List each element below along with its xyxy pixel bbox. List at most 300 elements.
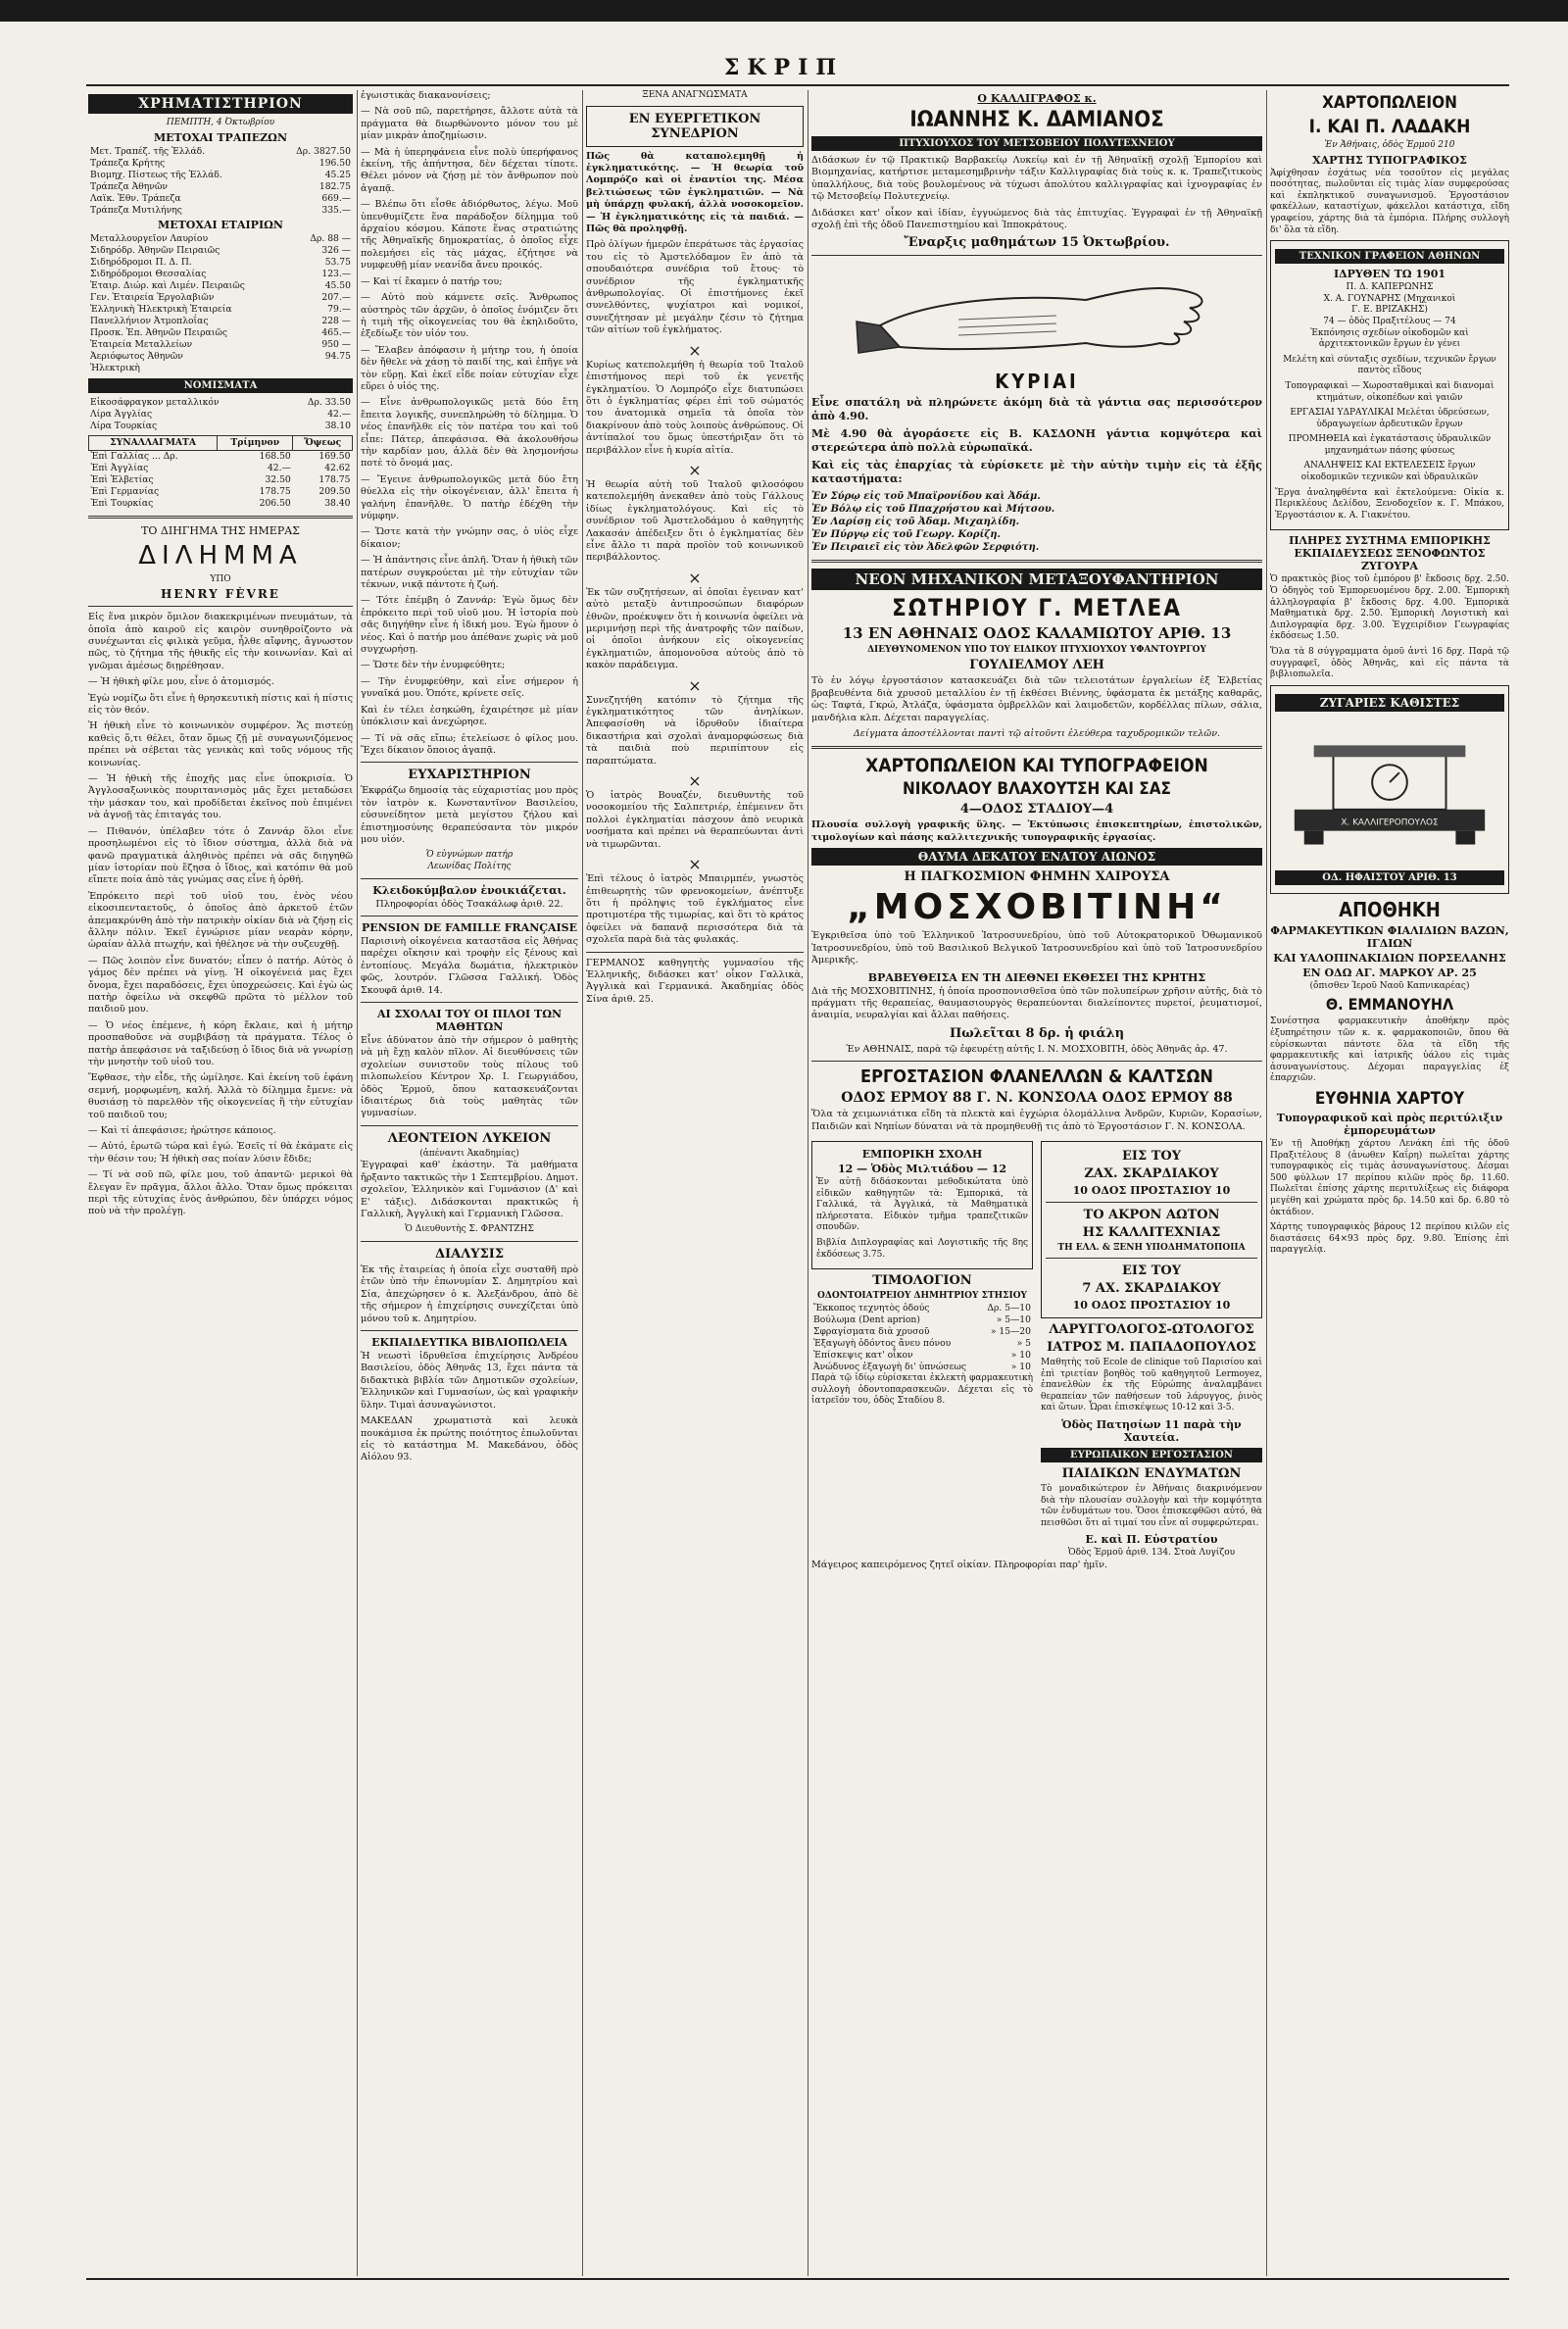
gloves-ad-body: Μὲ 4.90 θὰ ἀγοράσετε εἰς Β. ΚΑΣΔΟΝΗ γάντια κομψότερα καὶ στερεώτερα ἀπὸ πολλὰ εὐρωπαϊκά.	[811, 427, 1262, 455]
feature-paragraph: Κυρίως κατεπολεμήθη ἡ θεωρία τοῦ Ἰταλοῦ ἐπιστήμονος περὶ τοῦ ἐκ γενετῆς ἐγκληματίου. Ὁ Λομπρόζο εἶχε διατυπώσει ὅτι ὁ ἐγκληματίας φέρει ἐπὶ τοῦ σώματός του ἀνατομικὰ σημεῖα τὰ ὁποῖα τὸν διακρίνουν ἀπὸ τοὺς λοιποὺς ἀνθρώπους. Οἱ ἀντίπαλοί του ὅμως ὑπεστήριξαν ὅτι τὸ περιβάλλον εἶνε ἡ κυρία αἰτία.	[586, 359, 804, 456]
kids-factory-address: Ὁδὸς Ἑρμοῦ ἀριθ. 134. Στοὰ Λυγίζου	[1067, 1548, 1236, 1559]
tech-office-service: Τοπογραφικαὶ — Χωροσταθμικαὶ καὶ διανομαὶ κτημάτων, οἰκοπέδων καὶ γαιῶν	[1285, 380, 1494, 403]
table-row	[811, 1314, 1033, 1326]
lada-stationery-address: Ἐν Ἀθήναις, ὁδὸς Ἑρμοῦ 210	[1324, 140, 1455, 150]
gloves-ad-body: Εἶνε σπατάλη νὰ πληρώνετε ἀκόμη διὰ τὰ γάντια σας περισσότερον ἀπὸ 4.90.	[811, 396, 1262, 423]
story-paragraph: — Ἡ ἠθικὴ τῆς ἐποχῆς μας εἶνε ὑποκρισία. Ὁ Ἀγγλοσαξωνικὸς πουριτανισμὸς μᾶς ἔχει μεταδώσει τὴν μάσκαν του, καὶ προδίδεται ἐκεῖνος ποὺ ἐπιμένει νὰ ἀγνοῇ τὰς ἐπιταγάς του.	[88, 773, 353, 821]
table-row	[88, 339, 353, 351]
story-paragraph: — Καὶ τί ἔκαμεν ὁ πατήρ του;	[361, 275, 503, 287]
divider	[361, 1241, 578, 1242]
row-name: Ἐπὶ Γερμανίας	[90, 485, 160, 497]
table-row	[88, 181, 353, 193]
story-paragraph: Ἡ ἠθικὴ εἶνε τὸ κοινωνικὸν συμφέρον. Ἄς πιστεύῃ καθεὶς ὅ,τι θέλει, ὅταν ὅμως ζῇ μὲ συναγωνιζόμενος πρέπει νὰ σέβεται τὰς γενικὰς καὶ τοῦς νόμους τῆς κοινωνίας.	[88, 720, 353, 768]
section-mark: ×	[688, 771, 702, 791]
bookshop-title: ΕΚΠΑΙΔΕΥΤΙΚΑ ΒΙΒΛΙΟΠΩΛΕΙΑ	[371, 1336, 567, 1350]
divider	[361, 1002, 578, 1003]
row-value: 335.—	[321, 204, 351, 216]
row-name: Εἰκοσάφραγκον μεταλλικόν	[90, 396, 220, 408]
thanks-body: Ἐκφράζω δημοσίᾳ τὰς εὐχαριστίας μου πρὸς τὸν ἰατρὸν κ. Κωνσταντῖνον Βασιλείου, εὐσυνείδητον μετὰ μεγίστου ζήλου καὶ ἐπιστημοσύνης θεραπεύσαντα τὸν μικρόν μου υἱόν.	[361, 785, 578, 845]
lada-stationery-name: Ι. ΚΑΙ Π. ΛΑΔΑΚΗ	[1308, 116, 1471, 137]
moschovitini-price: Πωλεῖται 8 δρ. ἡ φιάλη	[949, 1025, 1125, 1041]
story-paragraph: Ἐπρόκειτο περὶ τοῦ υἱοῦ του, ἑνὸς νέου εἰκοσιπενταετοῦς, ὁ ὁποῖος ἀπὸ ἀρκετοῦ ἐτῶν ἀπεμακρύνθη ἀπὸ τὴν πατρικὴν οἰκίαν διὰ νὰ ζήσῃ εἰς ἄλλην πόλιν. Ἐκεῖ ἐγνώρισε μίαν νεαρὰν κόρην, ὡραίαν ἀλλὰ πτωχήν, καὶ ἠθέλησε νὰ τὴν συζευχθῇ.	[88, 890, 353, 951]
piano-ad-body: Πληροφορίαι ὁδὸς Τσακάλωφ ἀριθ. 22.	[375, 898, 564, 910]
ent-doctor-address: Ὁδὸς Πατησίων 11 παρὰ τὴν Χαυτεία.	[1061, 1417, 1242, 1444]
commerce-school-books: Βιβλία Διπλογραφίας καὶ Λογιστικῆς τῆς 8ης ἐκδόσεως 3.75.	[816, 1237, 1028, 1260]
commerce-school-address: 12 — Ὁδὸς Μιλτιάδου — 12	[837, 1162, 1007, 1175]
story-paragraph: Καὶ ἐν τέλει ἐσηκώθη, ἐχαιρέτησε μὲ μίαν ὑπόκλισιν καὶ ἀνεχώρησε.	[361, 704, 578, 728]
banks-table	[88, 146, 353, 217]
table-row	[88, 363, 353, 374]
table-row	[88, 233, 353, 245]
story-paragraph: Ἔφθασε, τὴν εἶδε, τῆς ὡμίλησε. Καὶ ἐκείνη τοῦ ἐφάνη σεμνή, μορφωμένη, καλή. Ἀλλὰ τὸ δίλημμα ἔμενε: νὰ θυσιάσῃ τὸ παρελθὸν τῆς οἰκογενείας ἢ τὴν εὐτυχίαν τοῦ παιδιοῦ του;	[88, 1072, 353, 1120]
hotel-ad-line: ΤΟ ΑΚΡΟΝ ΑΩΤΟΝ	[1083, 1207, 1220, 1222]
calligrapher-start: Ἔναρξις μαθημάτων 15 Ὀκτωβρίου.	[904, 235, 1170, 251]
pharmacy-store-subtitle-2: ΚΑΙ ΥΑΛΟΠΙΝΑΚΙΔΙΩΝ ΠΟΡΣΕΛΑΝΗΣ	[1273, 951, 1506, 965]
tutor-ad: ΓΕΡΜΑΝΟΣ καθηγητὴς γυμνασίου τῆς Ἑλληνικῆς, διδάσκει κατ' οἶκον Γαλλικὰ, Ἀγγλικὰ καὶ Γερμανικά. Ἀκαδημίας ὁδὸς Σίνα ἀριθ. 25.	[586, 957, 804, 1005]
column-5	[1270, 90, 1509, 2276]
row-value: 228 —	[321, 315, 351, 326]
ent-doctor-name: ΙΑΤΡΟΣ Μ. ΠΑΠΑΔΟΠΟΥΛΟΣ	[1047, 1339, 1256, 1355]
row-name: Τράπεζα Ἀθηνῶν	[90, 180, 168, 192]
row-name: Τράπεζα Κρήτης	[90, 157, 166, 169]
tech-office-service: Μελέτη καὶ σύνταξις σχεδίων, τεχνικῶν ἔργων παντὸς εἴδους	[1283, 354, 1496, 376]
table-row	[811, 1362, 1033, 1373]
commerce-school-body: Ἐν αὐτῇ διδάσκονται μεθοδικώτατα ὑπὸ εἰδικῶν καθηγητῶν τὰ: Ἐμπορικά, τὰ Γαλλικά, τὰ Ἀγγλικά, τὰ Μαθηματικὰ πλήρεστατα. Εἰδικὸν τμῆμα τραπεζιτικῶν σπουδῶν.	[816, 1176, 1028, 1233]
row-value: 465.—	[321, 326, 351, 338]
column-divider	[357, 90, 358, 2276]
table-row	[88, 257, 353, 269]
story-author: HENRY FÈVRE	[161, 587, 280, 602]
ent-doctor-body: Μαθητὴς τοῦ Ecole de clinique τοῦ Παρισίου καὶ ἐπὶ τριετίαν βοηθὸς τοῦ καθηγητοῦ Lermoyez, ἐπανελθὼν ἐκ τῆς Εὐρώπης ἀναλαμβάνει θεραπείαν τῶν παθήσεων τοῦ λάρυγγος, ῥινὸς καὶ ὤτων. Ὧραι ἐπισκέψεως 10-12 καὶ 3-5.	[1041, 1357, 1262, 1413]
divider	[811, 255, 1262, 256]
thanks-sign-label: Ὁ εὐγνώμων πατήρ	[425, 850, 514, 861]
coins-heading: ΝΟΜΙΣΜΑΤΑ	[88, 378, 353, 393]
story-paragraph: — Ἡ ἠθικὴ φίλε μου, εἶνε ὁ ἀτομισμός.	[88, 676, 274, 688]
lower-ads-row	[811, 1137, 1262, 1560]
row-name: Προσκ. Ἐπ. Ἀθηνῶν Πειραιῶς	[90, 326, 227, 338]
feature-paragraph: Ἐκ τῶν συζητήσεων, αἱ ὁποῖαι ἐγειναν κατ' αὐτὸ μεταξὺ ἀντιπροσώπων διαφόρων ἐθνῶν, προέκυψεν ὅτι ἡ κοινωνία ὀφείλει νὰ μεριμνήσῃ περὶ τῆς ἀνατροφῆς τῶν παίδων, οἱ ὁποῖοι ἀνήκουν εἰς οἰκογενείας ἐγκληματιῶν, ἀπομονοῦσα αὐτοὺς ἀπὸ τὸ κακὸν παράδειγμα.	[586, 586, 804, 671]
divider	[1046, 1258, 1257, 1259]
story-paragraph: — Καὶ τί ἀπεφάσισε; ἠρώτησε κάποιος.	[88, 1125, 276, 1137]
pension-title: PENSION DE FAMILLE FRANÇAISE	[361, 920, 578, 934]
schools-title: ΑΙ ΣΧΟΛΑΙ ΤΟΥ ΟΙ ΠΙΛΟΙ ΤΩΝ ΜΑΘΗΤΩΝ	[376, 1007, 563, 1033]
hotel-ad-line: 7 ΑΧ. ΣΚΑΡΔΙΑΚΟΥ	[1082, 1280, 1221, 1296]
row-value: 178.75	[318, 473, 351, 485]
lyceum-title: ΛΕΟΝΤΕΙΟΝ ΛΥΚΕΙΟΝ	[387, 1130, 552, 1146]
table-row	[89, 450, 353, 463]
lada-stationery-body: Ἀφίχθησαν ἐσχάτως νέα τοσοῦτον εἰς μεγάλας ποσότητας, πωλοῦνται εἰς τιμὰς λίαν συμφερούσας καὶ ἐκπληκτικοῦ συναγωνισμοῦ. Ἐργοστάσιον φακέλλων, καταστίχων, φάκελλοι κατάστιχα, εἴδη γραφείου, χάρτης διὰ τὰ ἐμπόρια. Πλήρης συλλογὴ δι' ὅλα τὰ εἴδη.	[1270, 168, 1509, 235]
table-row	[88, 158, 353, 170]
table-row	[89, 474, 353, 486]
row-name: Ἐπίσκεψις κατ' οἶκον	[813, 1350, 913, 1362]
row-value: 326 —	[321, 244, 351, 256]
row-value: 45.25	[324, 169, 351, 180]
table-row	[89, 498, 353, 510]
ent-doctor-title: ΛΑΡΥΓΓΟΛΟΓΟΣ-ΩΤΟΛΟΓΟΣ	[1049, 1321, 1254, 1337]
row-value: 45.50	[324, 279, 351, 291]
stationery-owner: ΝΙΚΟΛΑΟΥ ΒΛΑΧΟΥΤΣΗ ΚΑΙ ΣΑΣ	[902, 779, 1172, 800]
list-item: Ἐν Πύργῳ εἰς τοῦ Γεωργ. Κορίζη.	[811, 529, 1001, 541]
row-name: Σφραγίσματα διὰ χρυσοῦ	[813, 1326, 930, 1338]
row-value: Δρ. 33.50	[307, 396, 351, 408]
table-row	[88, 351, 353, 363]
table-row	[89, 486, 353, 498]
silk-factory-address: 13 ΕΝ ΑΘΗΝΑΙΣ ΟΔΟΣ ΚΑΛΑΜΙΩΤΟΥ ΑΡΙΘ. 13	[842, 624, 1232, 643]
table-row	[88, 205, 353, 217]
flannel-title: ΕΡΓΟΣΤΑΣΙΟΝ ΦΛΑΝΕΛΛΩΝ & ΚΑΛΤΣΩΝ	[860, 1066, 1213, 1088]
row-value: 94.75	[324, 350, 351, 362]
row-value: 32.50	[265, 473, 291, 485]
row-name: Ἐπὶ Ἀγγλίας	[90, 462, 149, 473]
story-paragraph: — Ἡ ἀπάντησις εἶνε ἁπλῆ. Ὅταν ἡ ἠθικὴ τῶν πατέρων συγκρούεται μὲ τὴν εὐτυχίαν τῶν τέκνων, νικᾷ πάντοτε ἡ ζωή.	[361, 555, 578, 591]
tariff-note: Παρὰ τῷ ἰδίῳ εὑρίσκεται ἐκλεκτὴ φαρμακευτικὴ συλλογὴ ὀδοντοπαρασκευῶν. Δέχεται εἰς τὸ ἰατρεῖόν του, ὁδὸς Σταδίου 8.	[811, 1373, 1033, 1407]
row-value: » 10	[1010, 1350, 1031, 1362]
flannel-owner: ΟΔΟΣ ΕΡΜΟΥ 88 Γ. Ν. ΚΟΝΣΟΛΑ ΟΔΟΣ ΕΡΜΟΥ 88	[841, 1090, 1233, 1107]
tech-office-service: Ἐκπόνησις σχεδίων οἰκοδομῶν καὶ ἀρχιτεκτονικῶν ἔργων ἐν γένει	[1310, 327, 1469, 350]
stock-exchange-date: ΠΕΜΠΤΗ, 4 Όκτωβρίου	[166, 118, 275, 127]
story-paragraph: — Ὁ νέος ἐπέμενε, ἡ κόρη ἔκλαιε, καὶ ἡ μήτηρ προσπαθοῦσε νὰ συμβιβάσῃ τὰ πράγματα. Τέλος ὁ πατὴρ ἀπεφάσισε νὰ ταξιδεύσῃ ὁ ἴδιος διὰ νὰ γνωρίσῃ τὴν μνηστὴν τοῦ υἱοῦ του.	[88, 1019, 353, 1067]
feature-summary: Πῶς θὰ καταπολεμηθῇ ἡ ἐγκληματικότης. — Ἡ θεωρία τοῦ Λομπρόζο καὶ οἱ ἐναντίοι της. Μέσα βελτιώσεως τῶν ἐγκληματιῶν. — Νὰ μὴ ὑπάρχῃ φυλακή, ἀλλὰ νοσοκομεῖον. — Ἡ ἐγκληματικότης εἰς τὰ παιδιά. — Πῶς θὰ προληφθῇ.	[586, 150, 804, 235]
silk-factory-title: ΝΕΟΝ ΜΗΧΑΝΙΚΟΝ ΜΕΤΑΞΟΥΦΑΝΤΗΡΙΟΝ	[811, 569, 1262, 590]
scales-ad	[1270, 685, 1509, 894]
row-name: Ἠλεκτρικὴ	[90, 362, 140, 373]
pharmacy-store-body: Συνέστησα φαρμακευτικὴν ἀποθήκην πρὸς ἐξυπηρέτησιν τῶν κ. κ. φαρμακοποιῶν, ὅπου θὰ εὑρίσκωνται πάντοτε ὅλα τὰ εἴδη τῆς φαρμακευτικῆς καὶ ἰατρικῆς ὑάλου εἰς τιμὰς ἀσυναγωνίστους. Δέχομαι παραγγελίας ἐξ ἐπαρχιῶν.	[1270, 1016, 1509, 1084]
divider	[811, 1061, 1262, 1062]
row-name: Βούλωμα (Dent aprion)	[813, 1314, 920, 1326]
column-4	[811, 90, 1262, 2276]
pharmacy-store-address-note: (ὄπισθεν Ἱεροῦ Ναοῦ Καπνικαρέας)	[1309, 980, 1470, 991]
table-row	[88, 170, 353, 181]
moschovitini-address: Ἐν ΑΘΗΝΑΙΣ, παρὰ τῷ ἐφευρέτῃ αὐτῆς Ι. Ν. ΜΟΣΧΟΒΙΤΗ, ὁδὸς Ἀθηνᾶς ἀρ. 47.	[846, 1043, 1228, 1055]
row-value: » 15—20	[990, 1326, 1031, 1338]
gloves-stockists	[811, 490, 1262, 554]
commerce-books-note: Ὅλα τὰ 8 σύγγραμματα ὁμοῦ ἀντὶ 16 δρχ. Παρὰ τῷ συγγραφεῖ, ὁδὸς Ἀθηνᾶς, καὶ εἰς πάντα τὰ βιβλιοπωλεῖα.	[1270, 647, 1509, 680]
calligrapher-body: Διδάσκων ἐν τῷ Πρακτικῷ Βαρβακείῳ Λυκείῳ καὶ ἐν τῇ Ἀθηναϊκῇ σχολῇ Ἐμπορίου καὶ Βιομηχανίας, κατήρτισε μεταμεσημβρινὴν τάξιν Καλλιγραφίας διὰ τοὺς κ. κ. Τραπεζιτικοὺς ὑπαλλήλους, διὰ τοὺς βουλομένους νὰ τύχωσι ἀπολύτου καλλιγραφίας καὶ ἰχνογραφίας ἐν τῷ Μετσοβείῳ Πολυτεχνείῳ.	[811, 155, 1262, 203]
tech-office-service: ΠΡΟΜΗΘΕΙΑ καὶ ἐγκατάστασις ὑδραυλικῶν μηχανημάτων πάσης φύσεως	[1288, 434, 1492, 456]
row-value: 168.50	[259, 450, 291, 462]
table-row	[88, 280, 353, 292]
pharmacy-store-owner: Θ. ΕΜΜΑΝΟΥΗΛ	[1325, 995, 1454, 1015]
story-paragraph: — Τί νὰ σοῦ πῶ, φίλε μου, τοῦ ἀπαντῶ· μερικοὶ θὰ ἔλεγαν ἓν πρᾶγμα, ἄλλοι ἄλλο. Ὅταν ὅμως πρόκειται περὶ τῆς εὐτυχίας ἑνὸς ἀνθρώπου, δὲν ὑπάρχει νόμος ποὺ νὰ τὴν προλέγῃ.	[88, 1169, 353, 1217]
section-mark: ×	[688, 855, 702, 874]
pharmacy-store-subtitle: ΦΑΡΜΑΚΕΥΤΙΚΩΝ ΦΙΑΛΙΔΙΩΝ ΒΑΖΩΝ, ΙΓΔΙΩΝ	[1270, 923, 1509, 950]
moschovitini-award: ΒΡΑΒΕΥΘΕΙΣΑ ΕΝ ΤΗ ΔΙΕΘΝΕΙ ΕΚΘΕΣΕΙ ΤΗΣ ΚΡΗΤΗΣ	[867, 970, 1206, 984]
list-item: Ἐν Βόλῳ εἰς τοῦ Ππαχρήστου καὶ Μήτσου.	[811, 504, 1055, 516]
tech-office-name: Χ. Α. ΓΟΥΝΑΡΗΣ (Μηχανικοὶ	[1323, 293, 1456, 304]
masthead-rule	[86, 84, 1509, 86]
row-value: 42.—	[267, 462, 291, 473]
calligrapher-subtitle: ΠΤΥΧΙΟΥΧΟΣ ΤΟΥ ΜΕΤΣΟΒΕΙΟΥ ΠΟΛΥΤΕΧΝΕΙΟΥ	[811, 136, 1262, 151]
table-row	[88, 269, 353, 280]
hotel-ad-line: 10 ΟΔΟΣ ΠΡΟΣΤΑΣΙΟΥ 10	[1072, 1183, 1231, 1197]
divider	[1046, 1202, 1257, 1203]
divider	[361, 1125, 578, 1126]
row-value: Δρ. 5—10	[987, 1303, 1031, 1314]
bookshop-body: Ἡ νεωστὶ ἱδρυθεῖσα ἐπιχείρησις Ἀνδρέου Βασιλείου, ὁδὸς Ἀθηνᾶς 13, ἔχει πάντα τὰ διδακτικὰ βιβλία τῶν Δημοτικῶν σχολείων, Ἑλληνικῶν καὶ Γυμνασίων, ὡς καὶ γραφικὴν ὕλην. Τιμαὶ ἀσυναγώνιστοι.	[361, 1351, 578, 1411]
divider	[88, 606, 353, 607]
section-mark: ×	[688, 675, 702, 695]
story-kicker: ΤΟ ΔΙΗΓΗΜΑ ΤΗΣ ΗΜΕΡΑΣ	[141, 523, 300, 537]
story-byline-label: ΥΠΟ	[210, 573, 231, 584]
story-paragraph: — Νὰ σοῦ πῶ, παρετήρησε, ἄλλοτε αὐτὰ τὰ πράγματα θὰ διωρθώνοντο μόνον του μὲ μίαν μικρὰν ἀποζημίωσιν.	[361, 106, 578, 142]
tech-office-ad	[1270, 240, 1509, 530]
moschovitini-body-2: Διὰ τῆς ΜΟΣΧΟΒΙΤΙΝΗΣ, ἡ ὁποία προσπονισθεῖσα ὑπὸ τῶν πολυπείρων χρῆσιν αὐτῆς, διὰ τὸ πράγματι τῆς θεραπείας, θαυμασιουργὸς θεραπεύονται διαλείποντες πυρετοί, ῥευματισμοί, ἀναιμία, νευραλγίαι καὶ ἄλλαι παθήσεις.	[811, 985, 1262, 1021]
tech-office-references: Ἔργα ἀναληφθέντα καὶ ἐκτελούμενα: Οἰκία κ. Περικλέους Δελίδου, Ξενοδοχεῖον κ. Γ. Μπάκου, Ἐργοστάσιον κ. Α. Γιακνέτου.	[1275, 487, 1504, 520]
row-value: 196.50	[318, 157, 351, 169]
stock-exchange-title: ΧΡΗΜΑΤΙΣΤΗΡΙΟΝ	[88, 94, 353, 114]
section-mark: ×	[688, 460, 702, 479]
row-name: Λίρα Ἀγγλίας	[90, 408, 153, 420]
piano-ad-title: Κλειδοκύμβαλον ἐνοικιάζεται.	[372, 883, 566, 897]
row-value: 206.50	[259, 497, 291, 509]
calligrapher-kicker: Ο ΚΑΛΛΙΓΡΑΦΟΣ κ.	[977, 92, 1097, 105]
row-name: Ἔκκοπος τεχνητὸς ὀδούς	[813, 1303, 930, 1314]
tech-office-service: ΑΝΑΛΗΨΕΙΣ ΚΑΙ ΕΚΤΕΛΕΣΕΙΣ ἔργων οἰκοδομικῶν τεχνικῶν καὶ ὑδραυλικῶν	[1300, 461, 1479, 483]
companies-table	[88, 233, 353, 374]
lyceum-body: Ἐγγραφαὶ καθ' ἑκάστην. Τὰ μαθήματα ἤρξαντο τακτικῶς τὴν 1 Σεπτεμβρίου. Δημοτ. σχολεῖον, Ἑλληνικὸν καὶ Γυμνάσιον (Δ' καὶ Ε' τάξις). Διδάσκονται πρακτικῶς ἡ Γαλλικὴ, Ἀγγλικὴ καὶ Γερμανικὴ Γλῶσσα.	[361, 1160, 578, 1220]
shirts-ad: ΜΑΚΕΔΑΝ χρωματιστὰ καὶ λευκὰ πουκάμισα ἐκ πρώτης ποιότητος ἐπωλοῦνται εἰς τὸ κατάστημα Μ. Μακεδάνου, ὁδὸς Αἰόλου 93.	[361, 1415, 578, 1463]
story-paragraph: Εἰς ἕνα μικρὸν ὅμιλον διακεκριμένων πνευμάτων, τὰ ὁποῖα ἀπὸ καιροῦ εἰς καιρὸν συνηθροίζοντο νὰ συνέχωνται εἰς φιλικὰ γεῦμα, ἦλθε αἴφνης, ἄγνωστον πῶς, τὸ ζήτημα τῆς ἠθικῆς εἰς τὴν κοινωνίαν. Καὶ αἱ γνῶμαι ἀμέσως διῃρέθησαν.	[88, 612, 353, 671]
commerce-school-ad	[811, 1141, 1033, 1269]
divider	[361, 762, 578, 763]
table-row	[811, 1303, 1033, 1314]
row-value: 178.75	[259, 485, 291, 497]
story-title: ΔΙΛΗΜΜΑ	[138, 540, 303, 570]
lyceum-director: Ὁ Διευθυντὴς Σ. ΦΡΑΝΤΖΗΣ	[405, 1224, 534, 1235]
row-name: Ἐξαγωγὴ ὀδόντος ἄνευ πόνου	[813, 1338, 952, 1350]
column-1	[88, 90, 353, 2276]
row-name: Ἐπὶ Γαλλίας ... Δρ.	[90, 450, 178, 462]
tech-office-service: ΕΡΓΑΣΙΑΙ ΥΔΡΑΥΛΙΚΑΙ Μελέται ὑδρεύσεων, ὑδραγωγείων ἀρδευτικῶν ἔργων	[1290, 408, 1490, 429]
hotel-ad-line: ΤΗ ΕΛΛ. & ΞΕΝΗ ΥΠΟΔΗΜΑΤΟΠΟΙΙΑ	[1057, 1242, 1246, 1253]
row-value: 53.75	[324, 256, 351, 268]
row-value: 169.50	[318, 450, 351, 462]
story-paragraph: — Πιθανόν, ὑπέλαβεν τότε ὁ Ζαννάρ ὅλοι εἶνε προσηλωμένοι εἰς τὸ ἴδιον σύστημα, ἀλλὰ διὰ νὰ φανῶ πραγματικὰ ἀληθινὸς πρέπει νὰ σᾶς διηγηθῶ μίαν ἱστορίαν ποὺ ἔζησα ὁ ἴδιος, καὶ κατόπιν θὰ μοῦ εἴπετε ποία ἀπὸ τὰς γνώμας σας εἶνε ἡ ὀρθή.	[88, 825, 353, 886]
table-row	[88, 146, 353, 158]
pharmacy-store-title: ΑΠΟΘΗΚΗ	[1339, 897, 1441, 921]
paper-sale-title: ΕΥΘΗΝΙΑ ΧΑΡΤΟΥ	[1314, 1088, 1465, 1109]
story-paragraph: — Μὰ ἡ ὑπερηφάνεια εἶνε πολὺ ὑπερήφανος ἐκείνη, τῆς ἀπήντησα, δὲν δέχεται τίποτε. Θέλει μόνον νὰ ζήσῃ μὲ τὸν ἄνθρωπον ποὺ ἀγαπᾷ.	[361, 146, 578, 194]
calligrapher-name: ΙΩΑΝΝΗΣ Κ. ΔΑΜΙΑΝΟΣ	[909, 108, 1164, 132]
list-item: Ἐν Λαρίσῃ εἰς τοῦ Ἀδαμ. Μιχαηλίδη.	[811, 517, 1020, 528]
row-value: 209.50	[318, 485, 351, 497]
row-name: Πανελλήνιον Ἀτμοπλοΐας	[90, 315, 209, 326]
feature-paragraph: Πρὸ ὀλίγων ἡμερῶν ἐπεράτωσε τὰς ἐργασίας του εἰς τὸ Ἀμστελόδαμον ἓν ἀπὸ τὰ σπουδαιότερα συνέδρια τοῦ ἔτους· τὸ συνέδριον τῆς ἐγκληματικῆς ἀνθρωπολογίας. Οἱ ἐπιστήμονες ἐκεῖ συνελθόντες, ψυχίατροι καὶ νομικοί, συνεζήτησαν μὲ μεγάλην ζέσιν τὸ ζήτημα τῶν αἰτίων τοῦ ἐγκλήματος.	[586, 239, 804, 336]
row-name: Ἐπὶ Ἑλβετίας	[90, 473, 154, 485]
row-value: 123.—	[321, 268, 351, 279]
silk-factory-owner: ΣΩΤΗΡΙΟΥ Γ. ΜΕΤΛΕΑ	[892, 594, 1182, 622]
row-name: Ἀνώδυνος ἐξαγωγὴ δι' ὑπνώσεως	[813, 1362, 967, 1373]
exchange-table	[88, 435, 353, 510]
hotel-ad-line: 10 ΟΔΟΣ ΠΡΟΣΤΑΣΙΟΥ 10	[1072, 1298, 1231, 1312]
silk-factory-body: Τὸ ἐν λόγῳ ἐργοστάσιον κατασκευάζει διὰ τῶν τελειοτάτων ἐργαλείων ἐξ Ἑλβετίας βραβευθέντα διὰ χρυσοῦ μεταλλίου ἐν τῇ ἐκθέσει Βιέννης, ὑφάσματα ἐκ μετάξης καθαρᾶς, ὡς: Ταφτά, Γκρώ, Ἀτλάζα, ὑφάσματα ὁμβρελλῶν καὶ λαιμοδετῶν, κορδέλλας πίλων, σάλια, μανδήλια κλπ. Δέχεται παραγγελίας.	[811, 675, 1262, 723]
row-name: Τράπεζα Μυτιλήνης	[90, 204, 182, 216]
story-paragraph: — Πῶς λοιπὸν εἶνε δυνατόν; εἶπεν ὁ πατήρ. Αὐτὸς ὁ γάμος δὲν πρέπει νὰ γίνῃ. Ἡ οἰκογένειά μας ἔχει ὄνομα, ἔχει παραδόσεις, ἔχει ὑποχρεώσεις. Καὶ ἐγὼ ὡς πατὴρ ὀφείλω νὰ σκεφθῶ πρῶτα τὸ μέλλον τοῦ παιδιοῦ μου.	[88, 955, 353, 1016]
commerce-books-body: Ὁ πρακτικὸς βίος τοῦ ἐμπόρου β' ἔκδοσις δρχ. 2.50. Ὁ ὁδηγὸς τοῦ Ἐμπορευομένου δρχ. 2.00. Ἐμπορικὴ ἀλληλογραφία β' ἔκδοσις δρχ. 4.00. Ἐμπορικὰ Μαθηματικὰ δρχ. 2.50. Ἐμπορικὴ Λογιστικὴ καὶ Διπλογραφία δρχ. 3.00. Ἐγχειρίδιον Γεωγραφίας ἐκδόσεως 1.50.	[1270, 574, 1509, 642]
table-row	[88, 327, 353, 339]
dissolution-title: ΔΙΑΛΥΣΙΣ	[434, 1247, 505, 1263]
calligrapher-body-2: Διδάσκει κατ' οἶκον καὶ ἰδίαν, ἐγγυώμενος διὰ τὰς ἐπιτυχίας. Ἐγγραφαὶ ἐν τῇ Ἀθηναϊκῇ σχολῇ ἐπὶ τῆς ὁδοῦ Πανεπιστημίου καὶ Ἱπποκράτους.	[811, 207, 1262, 231]
lower-ads-right	[1041, 1137, 1262, 1560]
story-paragraph: — Αὐτό, ἐρωτῶ τώρα καὶ ἐγώ. Ἐσεῖς τί θὰ ἐκάματε εἰς τὴν θέσιν του; Ἡ ἠθικὴ σας ποίαν λύσιν ἔδιδε;	[88, 1141, 353, 1164]
lyceum-subtitle: (ἀπέναντι Ἀκαδημίας)	[419, 1148, 519, 1159]
table-row	[811, 1350, 1033, 1362]
thanks-signature: Λεωνίδας Πολίτης	[427, 861, 512, 871]
divider	[361, 878, 578, 879]
hotel-ad	[1041, 1141, 1262, 1318]
row-name: Λίρα Τουρκίας	[90, 420, 158, 431]
moschovitini-kicker: Η ΠΑΓΚΟΣΜΙΟΝ ΦΗΜΗΝ ΧΑΙΡΟΥΣΑ	[904, 869, 1170, 885]
column-3	[586, 90, 804, 2276]
table-row	[89, 463, 353, 474]
stationery-address: 4—ΟΔΟΣ ΣΤΑΔΙΟΥ—4	[959, 802, 1114, 818]
scales-address: ΟΔ. ΗΦΑΙΣΤΟΥ ΑΡΙΘ. 13	[1275, 870, 1504, 885]
row-value	[295, 363, 353, 374]
table-row	[811, 1338, 1033, 1350]
dissolution-body: Ἐκ τῆς ἑταιρείας ἡ ὁποία εἶχε συσταθῆ πρὸ ἐτῶν ὑπὸ τὴν ἐπωνυμίαν Σ. Δημητρίου καὶ Σία, ἀπεχώρησεν ὁ κ. Ἀλεξάνδρου, ἀπὸ δὲ τῆς σήμερον ἡ ἐπιχείρησις συνεχίζεται ὑπὸ μόνου τοῦ κ. Δημητρίου.	[361, 1264, 578, 1324]
scales-title: ΖΥΓΑΡΙΕΣ ΚΑΘΙΣΤΕΣ	[1275, 694, 1504, 712]
story-paragraph: Ἐγὼ νομίζω ὅτι εἶνε ἡ θρησκευτικὴ πίστις καὶ ἡ πίστις εἰς τὸν θεόν.	[88, 692, 353, 717]
hotel-ad-line: ΗΣ ΚΑΛΛΙΤΕΧΝΙΑΣ	[1082, 1224, 1221, 1240]
tech-office-name: Π. Δ. ΚΑΠΕΡΩΝΗΣ	[1346, 282, 1434, 293]
masthead-title: ΣΚΡΙΠ	[723, 55, 845, 80]
table-row	[88, 316, 353, 327]
row-value: 182.75	[318, 180, 351, 192]
feature-paragraph: Ἐπὶ τέλους ὁ ἰατρὸς Μπαιρμπέν, γνωστὸς ἐπιθεωρητὴς τῶν φρενοκομείων, ἀνέπτυξε ὅτι ἡ πρόληψις τοῦ ἐγκλήματος εἶνε προτιμοτέρα τῆς τιμωρίας, καὶ ὅτι τὸ κράτος ὀφείλει νὰ δαπανᾷ περισσότερα διὰ τὰ σχολεῖα παρὰ διὰ τὰς φυλακάς.	[586, 873, 804, 946]
gloves-ad-body: Καὶ εἰς τὰς ἐπαρχίας τὰ εὑρίσκετε μὲ τὴν αὐτὴν τιμὴν εἰς τὰ ἑξῆς καταστήματα:	[811, 459, 1262, 486]
divider	[361, 916, 578, 917]
divider	[811, 560, 1262, 563]
scale-illustration-icon	[1275, 716, 1504, 863]
coins-table	[88, 397, 353, 432]
tariff-subtitle: ΟΔΟΝΤΟΙΑΤΡΕΙΟΥ ΔΗΜΗΤΡΙΟΥ ΣΤΗΣΙΟΥ	[817, 1291, 1027, 1302]
row-name: Σιδηρόδρ. Ἀθηνῶν Πειραιῶς	[90, 244, 220, 256]
row-value: Δρ. 88 —	[310, 232, 351, 244]
kids-factory-name: ΠΑΙΔΙΚΩΝ ΕΝΔΥΜΑΤΩΝ	[1061, 1465, 1242, 1481]
row-value: 669.—	[321, 192, 351, 204]
feature-paragraph: Ἡ θεωρία αὐτὴ τοῦ Ἰταλοῦ φιλοσόφου κατεπολεμήθη ἀνεκαθεν ἀπὸ τοὺς Γάλλους ἰδίως ἐγκληματολόγους. Καὶ εἰς τὸ συνέδριον τοῦ Ἀμστελοδάμου ὁ καθηγητὴς Λακασάν ἀπέδειξεν ὅτι ὁ ἐγκληματίας δὲν εἶνε ἄλλο τι παρὰ προϊὸν τοῦ κοινωνικοῦ περιβάλλοντος.	[586, 478, 804, 564]
row-value: 42.62	[324, 462, 351, 473]
glove-illustration-icon	[811, 261, 1262, 363]
tech-office-title: ΤΕΧΝΙΚΟΝ ΓΡΑΦΕΙΟΝ ΑΘΗΝΩΝ	[1275, 249, 1504, 264]
paper-sale-body: Ἐν τῇ Ἀποθήκῃ χάρτου Λενάκη ἐπὶ τῆς ὁδοῦ Πραξιτέλους 8 (ἀνωθεν Καΐρη) πωλεῖται χάρτης τυπογραφικὸς εἰς τιμὰς ἀσυναγωνίστους. Δέσμαι 500 φύλλων 17 περίπου κιλῶν πρὸς δρ. 11.60. Πωλεῖται ἐπίσης χάρτης περιτυλίξεως εἰς διάφορα μεγέθη καὶ χρώματα πρὸς δρ. 14.50 καὶ δρ. 6.80 τὸ ὀκτάδιον.	[1270, 1138, 1509, 1217]
row-name: Σιδηρόδρομοι Π. Δ. Π.	[90, 256, 192, 268]
story-paragraph: — Εἶνε ἀνθρωπολογικῶς μετὰ δύο ἔτη ἔπειτα λογικῆς, συνεπληρώθη τὸ δίλημμα. Ὁ νέος ἐπανῆλθε εἰς τὸν πατέρα του καὶ τοῦ εἶπε: Πάτερ, ἀπεφάσισα. Θὰ ἀκολουθήσω τὴν καρδίαν μου, ἀλλὰ δὲν θὰ λησμονήσω ποτὲ τὸ ὄνομά μας.	[361, 397, 578, 470]
col-header: Τρίμηνον	[218, 435, 293, 450]
story-paragraph: — Ἔλαβεν ἀπόφασιν ἡ μήτηρ του, ἡ ὁποία δὲν ἤθελε νὰ χάσῃ τὸ παιδί της, καὶ ἐπῆγε νὰ τὸν εὕρῃ. Καὶ ἐκεῖ εἶδε ποίαν εὐτυχίαν εἶχε εὕρει ὁ υἱός της.	[361, 344, 578, 392]
wonder-banner: ΘΑΥΜΑ ΔΕΚΑΤΟΥ ΕΝΑΤΟΥ ΑΙΩΝΟΣ	[811, 848, 1262, 866]
row-value: 38.10	[324, 420, 351, 431]
moschovitini-title: „ΜΟΣΧΟΒΙΤΙΝΗ“	[847, 887, 1227, 928]
gloves-ad-title: ΚΥΡΙΑΙ	[995, 370, 1079, 394]
table-row	[88, 245, 353, 257]
lower-ads-left	[811, 1137, 1033, 1560]
tech-office-year: ΙΔΡΥΘΕΝ ΤΩ 1901	[1333, 268, 1446, 281]
story-paragraph: — Ἔγεινε ἀνθρωπολογικῶς μετὰ δύο ἔτη θύελλα εἰς τὴν οἰκογένειαν, ἀλλ' ἔπειτα ἡ γαλήνη ἐπανῆλθε. Ὁ πατὴρ ἐδέχθη τὴν νύμφην.	[361, 473, 578, 521]
row-value: 207.—	[321, 291, 351, 303]
tech-office-address: 74 — ὁδὸς Πραξιτέλους — 74	[1323, 316, 1456, 326]
list-item: Ἐν Πειραιεῖ εἰς τὸν Ἀδελφῶν Σερφιότη.	[811, 542, 1040, 554]
story-paragraph: — Αὐτὸ ποὺ κάμνετε σεῖς. Ἄνθρωπος αὐστηρὸς τῶν ἀρχῶν, ὁ ὁποῖος ἐνόμιζεν ὅτι ἡ τιμὴ τῆς οἰκογενείας του θὰ ἐκηλιδοῦτο, ἐξεδίωξε τὸν υἱόν του.	[361, 292, 578, 340]
schools-body: Εἶνε ἀδύνατον ἀπὸ τὴν σήμερον ὁ μαθητὴς νὰ μὴ ἔχῃ καλὸν πῖλον. Αἱ διευθύνσεις τῶν σχολείων συνιστοῦν τοὺς πίλους τοῦ πιλοπωλείου Κέντρον Χρ. Ι. Γεωργιάδου, ὁδὸς Ἑρμοῦ, ὅπου κατασκευάζονται ἰδιαιτέρως διὰ τοὺς μαθητὰς τῶν γυμνασίων.	[361, 1034, 578, 1119]
divider	[811, 746, 1262, 749]
hotel-ad-line: ΕΙΣ ΤΟΥ	[1122, 1148, 1181, 1164]
hotel-ad-line: ΕΙΣ ΤΟΥ	[1122, 1263, 1181, 1278]
row-name: Μεταλλουργεῖον Λαυρίου	[90, 232, 209, 244]
feature-title: ΕΝ ΕΥΕΡΓΕΤΙΚΟΝ ΣΥΝΕΔΡΙΟΝ	[586, 106, 804, 147]
scales-maker: Χ. ΚΑΛΛΙΓΕΡΟΠΟΥΛΟΣ	[1341, 818, 1439, 828]
story-paragraph: — Τότε ἐπέμβη ὁ Ζαννάρ: Ἐγὼ ὅμως δὲν ἐπρόκειτο περὶ τοῦ υἱοῦ μου. Ἡ ἱστορία ποὺ σᾶς διηγήθην εἶνε ἡ ἰδική μου. Ἐγὼ ἤμουν ὁ νέος. Καὶ ὁ πατήρ μου ἀπέθανε χωρὶς νὰ μοῦ συγχωρήσῃ.	[361, 595, 578, 656]
row-value: 42.—	[327, 408, 351, 420]
kids-factory-body: Τὸ μοναδικώτερον ἐν Ἀθήναις διακρινόμενον διὰ τὴν πλουσίαν συλλογὴν καὶ τὴν κομψότητα τῶν ἐνδυμάτων του. Ὅσοι ἐπισκεφθῶσι αὐτό, θὰ πεισθῶσι ὅτι αἱ τιμαί του εἶνε αἱ συμφερώτεραι.	[1041, 1483, 1262, 1528]
story-paragraph: — Τὴν ἐνυμφεύθην, καὶ εἶνε σήμερον ἡ γυναῖκά μου. Ὁπότε, κρίνετε σεῖς.	[361, 675, 578, 700]
list-item: Ἐν Σύρῳ εἰς τοῦ Μπαϊρονίδου καὶ Ἀδάμ.	[811, 491, 1041, 503]
story-paragraph: ἐγωιστικὰς διακανονίσεις;	[361, 90, 491, 101]
flannel-body: Ὅλα τὰ χειμωνιάτικα εἴδη τὰ πλεκτὰ καὶ ἐγχώρια ὁλομάλλινα Ἀνδρῶν, Κυριῶν, Κορασίων, Παιδιῶν καὶ Νηπίων δύναται νὰ τὰ προμηθευθῇ τις ἀπὸ τὸ Ἐργοστάσιον Γ. Ν. ΚΟΝΣΟΛΑ.	[811, 1109, 1262, 1132]
section-mark: ×	[688, 568, 702, 587]
divider	[361, 1330, 578, 1331]
table-header	[89, 435, 353, 450]
lada-stationery-subtitle: ΧΑΡΤΗΣ ΤΥΠΟΓΡΑΦΙΚΟΣ	[1312, 153, 1467, 167]
feature-kicker: ΞΕΝΑ ΑΝΑΓΝΩΣΜΑΤΑ	[642, 90, 748, 100]
tariff-table	[811, 1303, 1033, 1373]
row-name: Ἑταιρ. Διώρ. καὶ Λιμέν. Πειραιῶς	[90, 279, 245, 291]
pension-body: Παρισινὴ οἰκογένεια καταστᾶσα εἰς Ἀθήνας παρέχει οἴκησιν καὶ τροφὴν εἰς ξένους καὶ ἐντοπίους. Μεγάλα δωμάτια, ἠλεκτρικὸν φῶς, λουτρόν. Γλῶσσα Γαλλική. Ὁδὸς Σκουφᾶ ἀριθ. 14.	[361, 935, 578, 996]
row-value: 38.40	[324, 497, 351, 509]
moschovitini-body: Ἐγκριθεῖσα ὑπὸ τοῦ Ἑλληνικοῦ Ἰατροσυνεδρίου, ὑπὸ τοῦ Αὐτοκρατορικοῦ Ὀθωμανικοῦ Ἰατροσυνεδρίου, ὑπὸ τοῦ Βασιλικοῦ Βελγικοῦ Ἰατροσυνεδρίου καὶ ὑπὸ τοῦ Ἰατροσυνεδρίου Ἀμερικῆς.	[811, 930, 1262, 966]
paper-sale-note: Χάρτης τυπογραφικὸς βάρους 12 περίπου κιλῶν εἰς διαστάσεις 64×93 πρὸς δρχ. 9.80. Ἐπίσης ἐπὶ παραγγελίᾳ.	[1270, 1222, 1509, 1256]
story-paragraph: — Τί νὰ σᾶς εἴπω; ἐτελείωσε ὁ φίλος μου. Ἔχει δίκαιον ὅποιος ἀγαπᾷ.	[361, 732, 578, 756]
divider	[88, 516, 353, 519]
top-border-band	[0, 0, 1568, 22]
table-row	[88, 409, 353, 421]
col-header: Ὄψεως	[293, 435, 353, 450]
silk-factory-subtitle: ΔΙΕΥΘΥΝΟΜΕΝΟΝ ΥΠΟ ΤΟΥ ΕΙΔΙΚΟΥ ΠΤΥΧΙΟΥΧΟΥ ΥΦΑΝΤΟΥΡΓΟΥ	[867, 645, 1206, 656]
paper-sale-subtitle: Τυπογραφικοῦ καὶ πρὸς περιτύλιξιν ἐμπορευμάτων	[1276, 1111, 1503, 1137]
table-row	[811, 1326, 1033, 1338]
row-name: Ἑταιρεία Μεταλλείων	[90, 338, 193, 350]
commerce-school-title: ΕΜΠΟΡΙΚΗ ΣΧΟΛΗ	[861, 1147, 983, 1161]
col-header: ΣΥΝΑΛΛΑΓΜΑΤΑ	[89, 435, 218, 450]
feature-paragraph: Ὁ ἰατρὸς Βουαζέν, διευθυντὴς τοῦ νοσοκομείου τῆς Σαλπετριέρ, ἐπέμεινεν ὅτι πολλοὶ ἐγκληματίαι πάσχουν ἀπὸ νευρικὰ νοσήματα καὶ πρέπει νὰ θεραπεύωνται ἀντὶ νὰ τιμωρῶνται.	[586, 790, 804, 850]
kids-factory-sign: Ε. καὶ Π. Εὐστρατίου	[1085, 1533, 1218, 1547]
row-name: Μετ. Τραπέζ. τῆς Ἑλλάδ.	[90, 145, 206, 157]
tariff-title: ΤΙΜΟΛΟΓΙΟΝ	[872, 1273, 972, 1289]
commerce-books-title: ΠΛΗΡΕΣ ΣΥΣΤΗΜΑ ΕΜΠΟΡΙΚΗΣ ΕΚΠΑΙΔΕΥΣΕΩΣ ΞΕΝΟΦΩΝΤΟΣ ΖΥΓΟΥΡΑ	[1289, 534, 1491, 573]
divider	[586, 952, 804, 953]
table-row	[88, 292, 353, 304]
story-paragraph: — Ὥστε κατὰ τὴν γνώμην σας, ὁ υἱὸς εἶχε δίκαιον;	[361, 526, 578, 550]
row-value: » 5	[1016, 1338, 1031, 1350]
section-mark: ×	[688, 340, 702, 360]
column-divider	[582, 90, 583, 2276]
row-name: Ἐπὶ Τουρκίας	[90, 497, 154, 509]
lada-stationery-title: ΧΑΡΤΟΠΩΛΕΙΟΝ	[1322, 93, 1457, 113]
table-row	[88, 421, 353, 432]
feature-paragraph: Συνεζητήθη κατόπιν τὸ ζήτημα τῆς ἐγκληματικότητος τῶν ἀνηλίκων. Ἀπεφασίσθη νὰ ἱδρυθοῦν ἰδιαίτερα δικαστήρια καὶ σχολαὶ ἀναμορφώσεως διὰ τὰ παιδιὰ ποὺ περιπίπτουν εἰς παραπτώματα.	[586, 694, 804, 767]
row-name: Βιομηχ. Πίστεως τῆς Ἑλλάδ.	[90, 169, 222, 180]
row-name: Σιδηρόδρομοι Θεσσαλίας	[90, 268, 207, 279]
row-value: » 5—10	[996, 1314, 1031, 1326]
silk-factory-director: ΓΟΥΛΙΕΛΜΟΥ ΛΕΗ	[969, 658, 1104, 673]
row-name: Ἑλληνικὴ Ἠλεκτρικὴ Ἑταιρεία	[90, 303, 232, 315]
row-value: Δρ. 3827.50	[296, 145, 351, 157]
row-value: » 10	[1010, 1362, 1031, 1373]
tech-office-name: Γ. Ε. ΒΡΙΖΑΚΗΣ)	[1351, 305, 1428, 316]
table-row	[88, 304, 353, 316]
bottom-rule	[86, 2278, 1509, 2280]
row-name: Ἀεριόφωτος Ἀθηνῶν	[90, 350, 183, 362]
